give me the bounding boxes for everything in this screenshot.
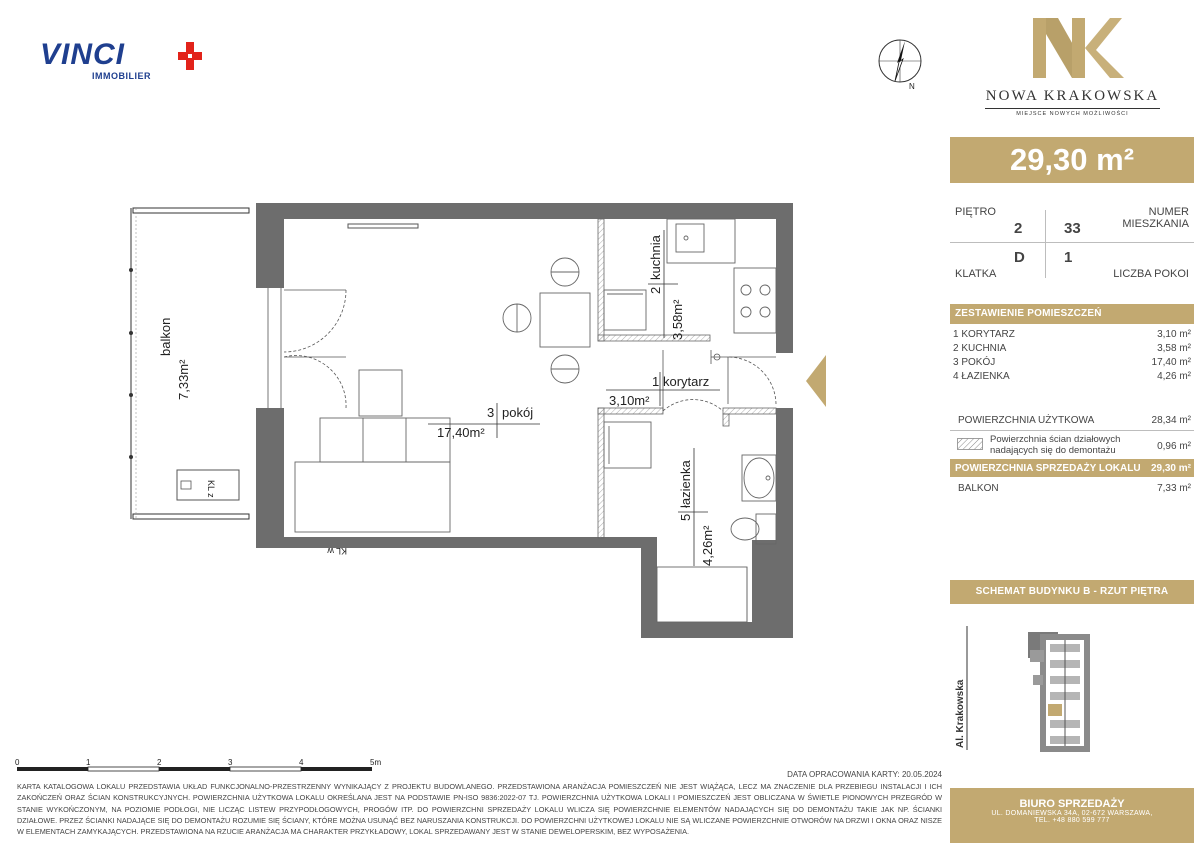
building-scheme-title: SCHEMAT BUDYNKU B - RZUT PIĘTRA — [950, 580, 1194, 604]
summary-vertical-divider — [1045, 210, 1046, 278]
bathroom-fixtures — [604, 422, 776, 622]
wall-ac-label: KL w — [327, 546, 347, 556]
stair-value: D — [1014, 249, 1025, 266]
room-labels — [428, 230, 720, 566]
scale-tick: 1 — [86, 758, 91, 767]
room2-name: kuchnia — [648, 235, 663, 280]
legal-disclaimer: KARTA KATALOGOWA LOKALU PRZEDSTAWIA UKŁAD FUNKCJONALNO-PRZESTRZENNY WYNIKAJĄCY Z PROJEKTU BUDOWLANEGO. PRZEDSTAWIONA ARANŻACJA POMIESZCZEŃ NIE JEST WIĄŻĄCA, LECZ MA ZNACZENIE DLA PRZEBIEGU INSTALACJI I ICH ZAKOŃCZEŃ ORAZ ŚCIAN KONSTRUKCYJNYCH. POWIERZCHNIA UŻYTKOWA LOKALU OKREŚLANA JEST NA PODSTAWIE PN-ISO 9836:2022-07 TJ. POWIERZCHNIA UŻYTKOWA LOKALI I POMIESZCZEŃ JEST OBLICZANA W ŚWIETLE PIONOWYCH PRZEGRÓD W STANIE WYKOŃCZONYM, NA POZIOMIE PODŁOGI, NIE LICZĄC LISTEW PRZYPODŁOGOWYCH, PROGÓW ITP. DO POWIERZCHNI SPRZEDAŻY LOKALU WLICZA SIĘ POWIERZCHNIE ELEMENTÓW NADAJĄCYCH SIĘ DO DEMONTAŻU TAKIE JAK NP. ŚCIANKI DZIAŁOWE. PRZEZ ŚCIANKI NADAJĄCE SIĘ DO DEMONTAŻU ROZUMIE SIĘ ŚCIANY, KTÓRE MOŻNA USUNĄĆ BEZ NARUSZANIA KONSTRUKCJI. DO POWIERZCHNI UŻYTKOWEJ LOKALU NIE SĄ WLICZANE POWIERZCHNIE OTWORÓW NA DRZWI I OKNA ORAZ NISZE W ELEMENTACH ZAMYKAJĄCYCH. PRZEDSTAWIONA NA RZUCIE ARANŻACJA MA CHARAKTER PRZYKŁADOWY, LOKAL SPRZEDAWANY JEST W STANIE DEWELOPERSKIM, BEZ WYPOSAŻENIA. — [17, 782, 942, 837]
sales-office-address: UL. DOMANIEWSKA 34A, 02-672 WARSZAWA, — [991, 810, 1153, 817]
bathroom-door — [663, 400, 723, 411]
balcony-door — [265, 288, 346, 408]
removable-walls-value: 0,96 m² — [1157, 441, 1191, 452]
hatch-swatch-icon — [957, 438, 983, 450]
balcony-name: balkon — [158, 317, 173, 356]
room1-name: korytarz — [663, 374, 710, 389]
nk-divider — [985, 108, 1160, 109]
room2-area: 3,58m² — [670, 299, 685, 340]
room3-name: pokój — [502, 405, 534, 420]
floor-value: 2 — [1014, 220, 1023, 237]
nk-monogram-icon — [988, 14, 1163, 86]
nowa-krakowska-logo — [985, 14, 1165, 124]
room3-number: 3 — [487, 405, 495, 420]
sales-office-title: BIURO SPRZEDAŻY — [1019, 798, 1125, 810]
room3-area: 17,40m² — [437, 425, 485, 440]
summary-divider — [950, 242, 1194, 243]
apartment-highlight — [1048, 704, 1062, 716]
stair-label: KLATKA — [955, 268, 997, 280]
room1-area: 3,10m² — [609, 393, 650, 408]
scale-bar — [14, 757, 384, 777]
window — [348, 224, 418, 228]
rooms-count-value: 1 — [1064, 249, 1073, 266]
divider — [950, 430, 1194, 431]
kitchen-fixtures — [604, 219, 776, 333]
scale-tick: 4 — [299, 758, 304, 767]
balcony — [129, 208, 249, 519]
nowa-krakowska-wordmark: NOWA KRAKOWSKA — [985, 88, 1160, 104]
street-label: Al. Krakowska — [955, 679, 966, 748]
sale-area-row: POWIERZCHNIA SPRZEDAŻY LOKALU 29,30 m² — [950, 459, 1194, 477]
balcony-area: 7,33m² — [176, 359, 191, 400]
room-row: 1 KORYTARZ 3,10 m² — [953, 329, 1191, 340]
entrance-door — [711, 350, 776, 404]
preparation-date: DATA OPRACOWANIA KARTY: 20.05.2024 — [787, 770, 942, 779]
room5-area: 4,26m² — [700, 525, 715, 566]
total-area-badge: 29,30 m² — [950, 137, 1194, 183]
room5-name: łazienka — [678, 460, 693, 508]
sales-office-phone: TEL. +48 880 599 777 — [1034, 817, 1110, 824]
scale-tick: 5m — [370, 758, 382, 767]
rooms-section-title: ZESTAWIENIE POMIESZCZEŃ — [950, 304, 1194, 324]
room2-number: 2 — [648, 286, 663, 294]
balcony-row: BALKON 7,33 m² — [958, 483, 1191, 494]
scale-tick: 2 — [157, 758, 162, 767]
rooms-count-label: LICZBA POKOI — [1113, 268, 1189, 280]
building-scheme-map — [950, 620, 1194, 760]
scale-tick: 3 — [228, 758, 233, 767]
balcony-ac-label: KL z — [206, 480, 216, 498]
room5-number: 5 — [678, 513, 693, 521]
vinci-subtitle: IMMOBILIER — [92, 71, 151, 81]
room1-number: 1 — [652, 374, 660, 389]
removable-walls-label: Powierzchnia ścian działowych nadających się do demontażu — [990, 434, 1121, 456]
entrance-arrow-icon — [806, 355, 826, 407]
nowa-krakowska-tagline: MIEJSCE NOWYCH MOŻLIWOŚCI — [1016, 111, 1129, 117]
floor-label: PIĘTRO — [955, 206, 996, 218]
vinci-wordmark: VINCI — [40, 38, 126, 71]
apartment-number-label: NUMER MIESZKANIA — [1122, 206, 1189, 230]
room-row: 2 KUCHNIA 3,58 m² — [953, 343, 1191, 354]
compass-letter: N — [909, 82, 915, 91]
sales-office-box — [950, 788, 1194, 843]
exterior-walls — [256, 203, 793, 638]
room-furniture — [295, 258, 590, 532]
room-row: 4 ŁAZIENKA 4,26 m² — [953, 371, 1191, 382]
apartment-number-value: 33 — [1064, 220, 1081, 237]
usable-area-row: POWIERZCHNIA UŻYTKOWA 28,34 m² — [958, 415, 1191, 426]
scale-tick: 0 — [15, 758, 20, 767]
room-row: 3 POKÓJ 17,40 m² — [953, 357, 1191, 368]
